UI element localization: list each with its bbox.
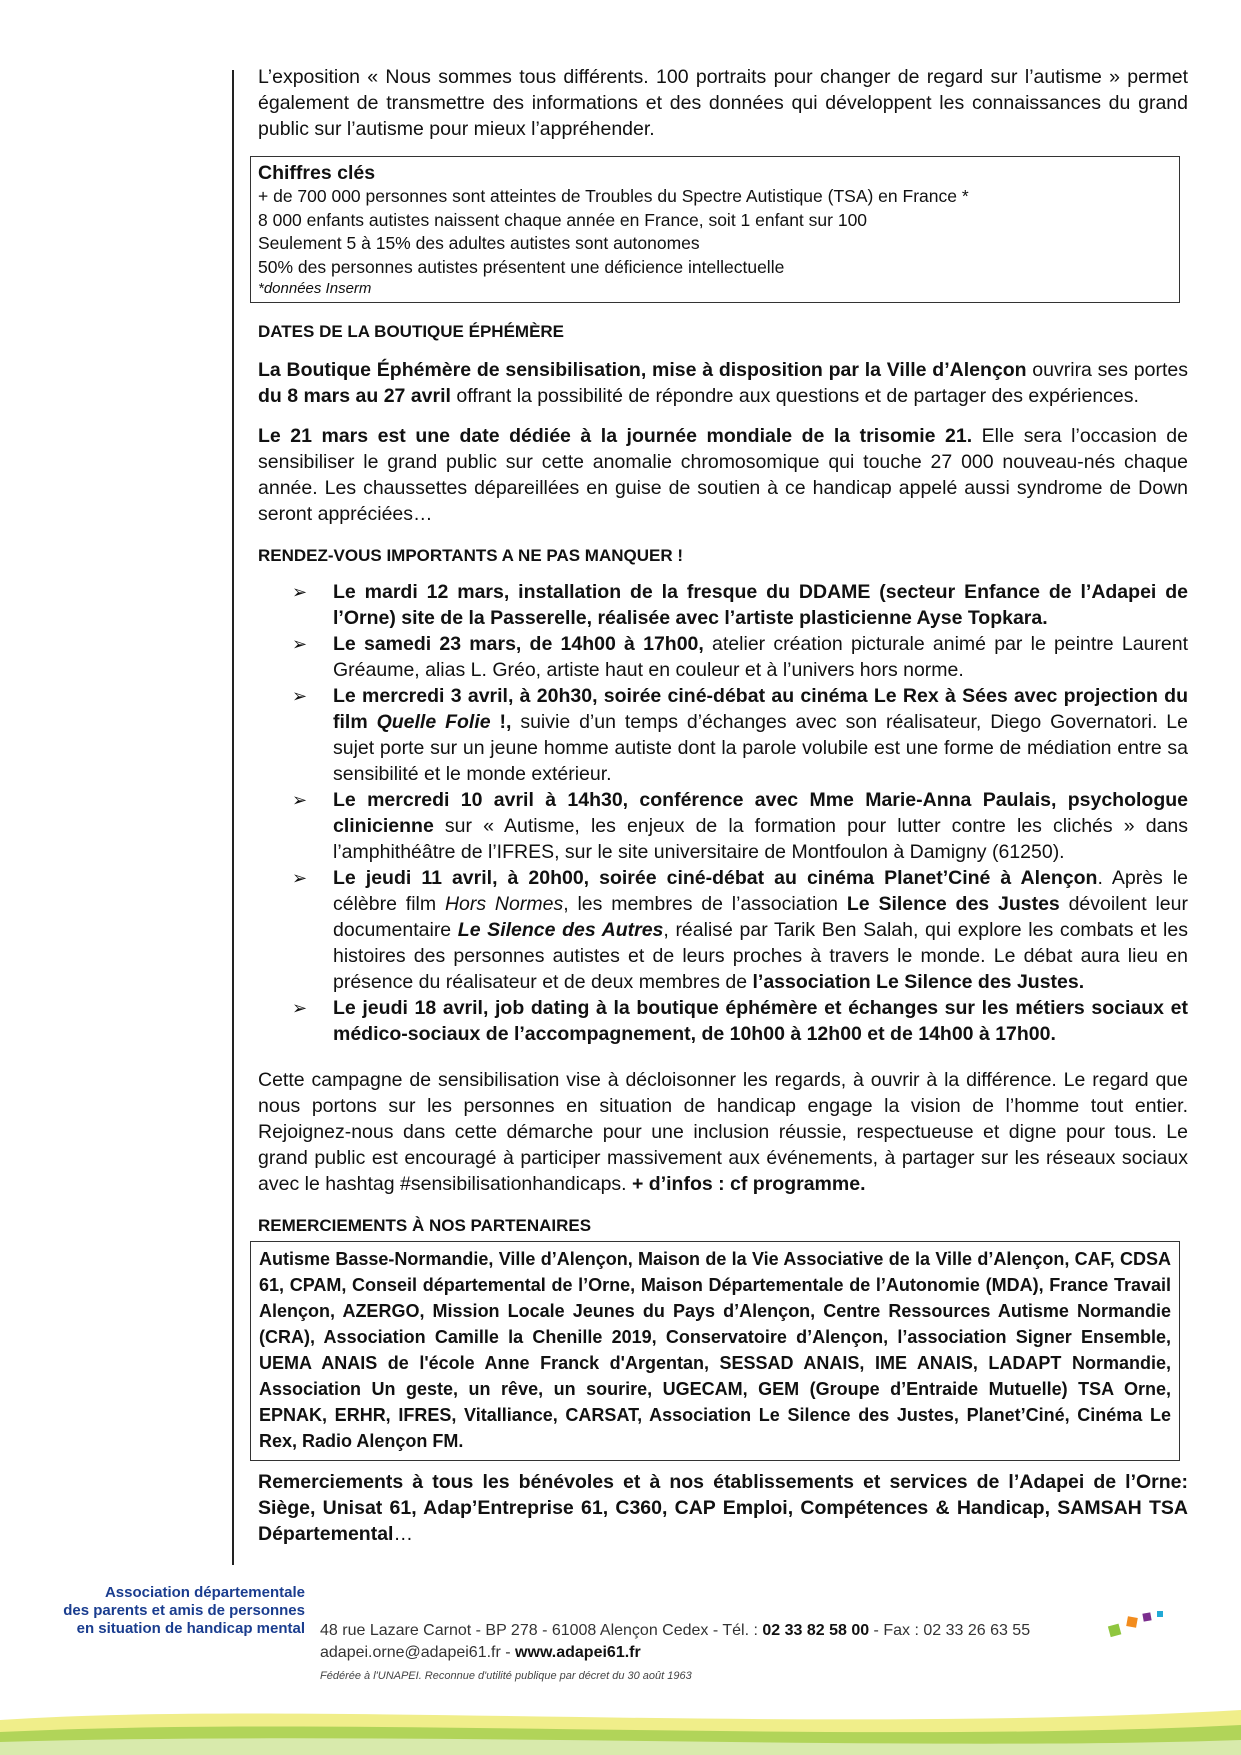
partners-box: Autisme Basse-Normandie, Ville d’Alençon, Maison de la Vie Associative de la Ville d’Alençon, CAF, CDSA 61, CPAM, Conseil départemental de l’Orne, Maison Départementale de l’Autonomie (MDA), France Travail Alençon, AZERGO, Mission Locale Jeunes du Pays d’Alençon, Centre Ressources Autisme Normandie (CRA), Association Camille la Chenille 2019, Conservatoire d’Alençon, l’association Signer Ensemble, UEMA ANAIS de l'école Anne Franck d'Argentan, SESSAD ANAIS, IME ANAIS, LADAPT Normandie, Association Un geste, un rêve, un sourire, UGECAM, GEM (Groupe d’Entraide Mutuelle) TSA Orne, EPNAK, ERHR, IFRES, Vitalliance, CARSAT, Association Le Silence des Justes, Planet’Ciné, Cinéma Le Rex, Radio Alençon FM. <box>250 1241 1180 1461</box>
dates-paragraph-2 <box>258 423 1188 527</box>
text: , les membres de l’association <box>563 893 847 915</box>
org-line: des parents et amis de personnes <box>63 1602 305 1619</box>
list-item <box>258 683 1188 787</box>
arrow-bullet-icon: ➢ <box>292 790 308 810</box>
bold-text: Le samedi 23 mars, de 14h00 à 17h00, <box>333 633 704 655</box>
text: . Après le célèbre film <box>333 867 1188 915</box>
bold-text: Le jeudi 18 avril, job dating à la boutique éphémère et échanges sur les métiers sociaux et médico-sociaux de l’accompagnement, de 10h00 à 12h00 et de 14h00 à 17h00. <box>333 997 1188 1045</box>
dates-heading: DATES DE LA BOUTIQUE ÉPHÉMÈRE <box>258 322 565 341</box>
key-figure-line: + de 700 000 personnes sont atteintes de Troubles du Spectre Autistique (TSA) en France * <box>258 186 969 206</box>
list-item <box>258 631 1188 683</box>
text: sur « Autisme, les enjeux de la formation pour lutter contre les clichés » dans l’amphithéâtre de l’IFRES, sur le site universitaire de Montfoulon à Damigny (61250). <box>333 815 1188 863</box>
film-title: Quelle Folie <box>376 711 491 733</box>
bold-text: l’association Le Silence des Justes. <box>752 971 1085 993</box>
document-body <box>258 64 1188 1547</box>
website-link[interactable]: www.adapei61.fr <box>515 1644 641 1661</box>
list-item <box>258 865 1188 995</box>
campaign-paragraph <box>258 1067 1188 1197</box>
org-line: en situation de handicap mental <box>76 1620 305 1637</box>
text: , réalisé par Tarik Ben Salah, qui explore les combats et les histoires des personnes autistes et de leurs proches à travers le monde. Le débat aura lieu en présence du réalisateur et de deux membres de <box>333 919 1188 993</box>
list-item <box>258 787 1188 865</box>
text: dévoilent leur documentaire <box>333 893 1188 941</box>
bold-text: Le 21 mars est une date dédiée à la journée mondiale de la trisomie 21. <box>258 425 973 447</box>
web-line <box>320 1642 1030 1664</box>
bold-text: du 8 mars au 27 avril <box>258 385 451 407</box>
list-item <box>258 995 1188 1047</box>
key-figure-line: Seulement 5 à 15% des adultes autistes sont autonomes <box>258 233 700 253</box>
text: Cette campagne de sensibilisation vise à décloisonner les regards, à ouvrir à la différence. Le regard que nous portons sur les personnes en situation de handicap engage la vision de l’homme tout entier. Rejoignez-nous dans cette démarche pour une inclusion réussie, respectueuse et digne pour tous. Le grand public est encouragé à participer massivement aux événements, à partager sur les réseaux sociaux avec le hashtag #sensibilisationhandicaps. <box>258 1069 1188 1195</box>
arrow-bullet-icon: ➢ <box>292 634 308 654</box>
film-title: Hors Normes <box>444 893 564 915</box>
bold-text: + d’infos : cf programme. <box>632 1173 866 1195</box>
fax: - Fax : 02 33 26 63 55 <box>869 1622 1031 1639</box>
arrow-bullet-icon: ➢ <box>292 868 308 888</box>
phone: 02 33 82 58 00 <box>762 1622 870 1639</box>
key-figures-title: Chiffres clés <box>258 162 376 184</box>
key-figures-source: *données Inserm <box>258 280 372 297</box>
text: atelier création picturale animé par le peintre Laurent Gréaume, alias L. Gréo, artiste haut en couleur et à l’univers hors norme. <box>333 633 1188 681</box>
bold-text: Le mercredi 3 avril, à 20h30, soirée ciné-débat au cinéma Le Rex à Sées avec projection du film <box>333 685 1188 733</box>
federation-note: Fédérée à l'UNAPEI. Reconnue d'utilité publique par décret du 30 août 1963 <box>320 1670 692 1682</box>
bold-text: Le Silence des Justes <box>846 893 1060 915</box>
email-link[interactable]: adapei.orne@adapei61.fr - <box>320 1644 516 1661</box>
footer-swoosh <box>0 1680 1241 1755</box>
text: Elle sera l’occasion de sensibiliser le grand public sur cette anomalie chromosomique qui touche 27 000 nouveau-nés chaque année. Les chaussettes dépareillées en guise de soutien à ce handicap appelé aussi syndrome de Down seront appréciées… <box>258 425 1188 525</box>
bold-text: Le mercredi 10 avril à 14h30, conférence avec Mme Marie-Anna Paulais, psychologue clinicienne <box>333 789 1188 837</box>
partners-heading: REMERCIEMENTS À NOS PARTENAIRES <box>258 1216 592 1235</box>
list-item <box>258 579 1188 631</box>
key-figure-line: 8 000 enfants autistes naissent chaque année en France, soit 1 enfant sur 100 <box>258 209 868 230</box>
logo-dots-icon <box>1105 1605 1185 1645</box>
bold-text: !, <box>490 711 512 733</box>
events-list <box>258 579 1188 1047</box>
dates-paragraph-1 <box>258 357 1188 409</box>
bold-text: Le mardi 12 mars, installation de la fresque du DDAME (secteur Enfance de l’Adapei de l’Orne) site de la Passerelle, réalisée avec l’artiste plasticienne Ayse Topkara. <box>333 581 1188 629</box>
footer-contact <box>320 1620 1030 1664</box>
film-title: Le Silence des Autres <box>457 919 664 941</box>
bold-text: La Boutique Éphémère de sensibilisation, mise à disposition par la Ville d’Alençon <box>258 359 1027 381</box>
text: suivie d’un temps d’échanges avec son réalisateur, Diego Governatori. Le sujet porte sur un jeune homme autiste dont la parole volubile est une forme de médiation entre sa sensibilité et le monde extérieur. <box>333 711 1188 785</box>
margin-rule <box>232 70 234 1565</box>
bold-text: Le jeudi 11 avril, à 20h00, soirée ciné-débat au cinéma Planet’Ciné à Alençon <box>333 867 1098 889</box>
org-line: Association départementale <box>104 1584 305 1601</box>
address-line <box>320 1620 1030 1642</box>
organization-name <box>50 1584 305 1638</box>
thanks-paragraph <box>258 1469 1188 1547</box>
arrow-bullet-icon: ➢ <box>292 998 308 1018</box>
key-figure-line: 50% des personnes autistes présentent une déficience intellectuelle <box>258 256 785 277</box>
arrow-bullet-icon: ➢ <box>292 686 308 706</box>
intro-paragraph: L’exposition « Nous sommes tous différents. 100 portraits pour changer de regard sur l’autisme » permet également de transmettre des informations et des données qui développent les connaissances du grand public sur l’autisme pour mieux l’appréhender. <box>258 66 1188 140</box>
text: ouvrira ses portes <box>1026 359 1188 381</box>
address: 48 rue Lazare Carnot - BP 278 - 61008 Alençon Cedex - Tél. : <box>320 1622 763 1639</box>
key-figures-box <box>250 156 1180 303</box>
events-heading: RENDEZ-VOUS IMPORTANTS A NE PAS MANQUER ! <box>258 546 684 565</box>
text: offrant la possibilité de répondre aux questions et de partager des expériences. <box>450 385 1139 407</box>
text: … <box>393 1523 413 1545</box>
bold-text: Remerciements à tous les bénévoles et à nos établissements et services de l’Adapei de l’Orne: Siège, Unisat 61, Adap’Entreprise 61, C360, CAP Emploi, Compétences & Handicap, SAMSAH TSA Départemental <box>258 1471 1188 1545</box>
arrow-bullet-icon: ➢ <box>292 582 308 602</box>
